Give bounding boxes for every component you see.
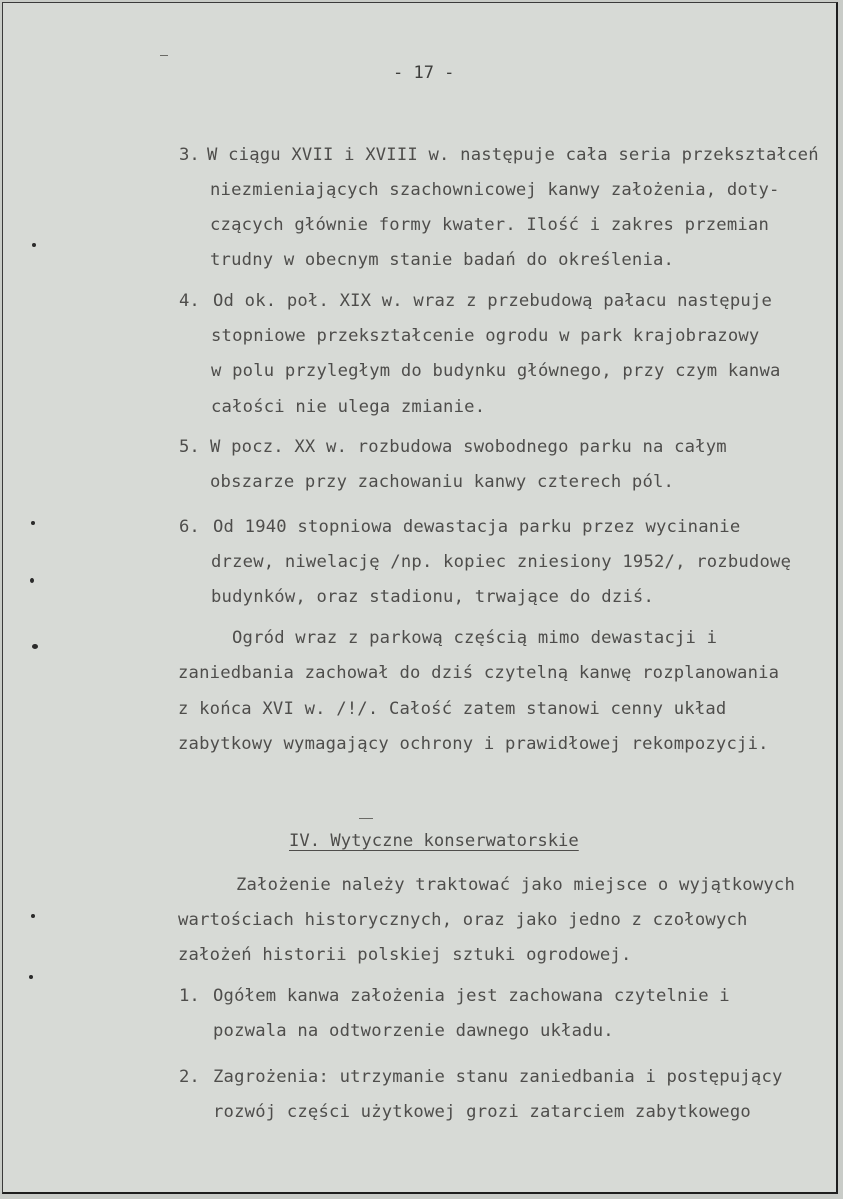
list-item-line: niezmieniających szachownicowej kanwy założenia, doty- [210,180,780,200]
paragraph-line: Ogród wraz z parkową częścią mimo dewastacji i [232,628,718,648]
ink-speck [160,55,168,56]
ink-speck [30,578,34,583]
list-item-line: rozwój części użytkowej grozi zatarciem zabytkowego [213,1102,751,1122]
list-item-line: drzew, niwelację /np. kopiec zniesiony 1952/, rozbudowę [211,552,792,572]
paragraph-line: zaniedbania zachował do dziś czytelną kanwę rozplanowania [178,663,780,683]
list-item-number: 5. [179,437,200,457]
list-item-number: 3. [179,145,200,165]
paragraph-line: zabytkowy wymagający ochrony i prawidłowej rekompozycji. [178,734,769,754]
list-item-line: stopniowe przekształcenie ogrodu w park krajobrazowy [211,326,760,346]
ink-speck [31,521,35,525]
paragraph-line: wartościach historycznych, oraz jako jedno z czołowych [178,910,748,930]
paragraph-line: Założenie należy traktować jako miejsce o wyjątkowych [236,875,796,895]
ink-speck [31,914,35,918]
list-item-line: czących głównie formy kwater. Ilość i zakres przemian [210,215,770,235]
list-item-line: W ciągu XVII i XVIII w. następuje cała seria przekształceń [207,145,819,165]
page-number: - 17 - [393,63,455,83]
list-item-number: 4. [179,291,200,311]
ink-speck [29,975,33,979]
list-item-line: Zagrożenia: utrzymanie stanu zaniedbania i postępujący [213,1067,783,1087]
ink-speck [32,243,36,247]
list-item-number: 2. [179,1067,200,1087]
ink-speck [32,644,38,649]
paper-sheet [2,2,838,1194]
list-item-line: pozwala na odtworzenie dawnego układu. [213,1021,614,1041]
list-item-number: 1. [179,986,200,1006]
list-item-line: Ogółem kanwa założenia jest zachowana czytelnie i [213,986,730,1006]
ink-speck [359,818,373,819]
list-item-line: budynków, oraz stadionu, trwające do dziś. [211,587,655,607]
list-item-number: 6. [179,517,200,537]
list-item-line: trudny w obecnym stanie badań do określenia. [210,250,675,270]
paragraph-line: z końca XVI w. /!/. Całość zatem stanowi cenny układ [178,699,727,719]
list-item-line: W pocz. XX w. rozbudowa swobodnego parku na całym [210,437,727,457]
list-item-line: całości nie ulega zmianie. [211,397,486,417]
list-item-line: w polu przyległym do budynku głównego, przy czym kanwa [211,361,781,381]
list-item-line: Od 1940 stopniowa dewastacja parku przez wycinanie [213,517,741,537]
list-item-line: obszarze przy zachowaniu kanwy czterech pól. [210,472,675,492]
paragraph-line: założeń historii polskiej sztuki ogrodowej. [178,945,632,965]
section-heading: IV. Wytyczne konserwatorskie [289,831,579,851]
list-item-line: Od ok. poł. XIX w. wraz z przebudową pałacu następuje [213,291,773,311]
